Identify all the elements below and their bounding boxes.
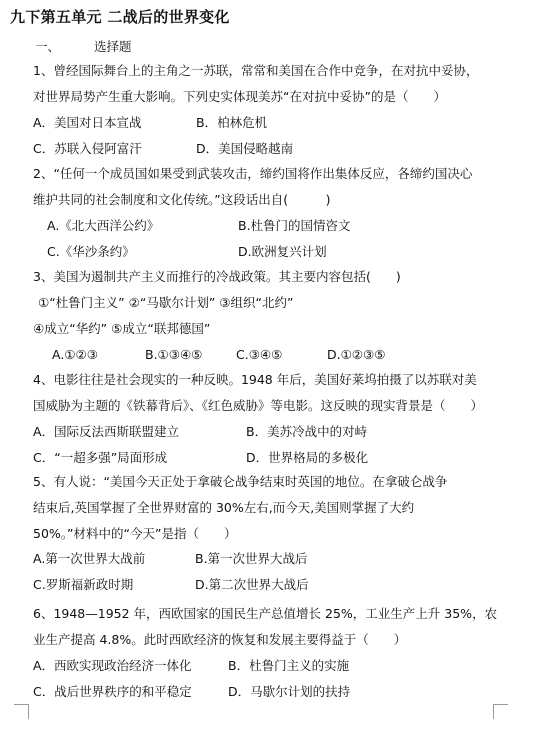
- question-4-stem-line-1: 4、电影往往是社会现实的一种反映。1948 年后，美国好莱坞拍摄了以苏联对美: [33, 372, 477, 387]
- question-4-option-d: D．世界格局的多极化: [246, 450, 369, 465]
- question-2-option-a: A.《北大西洋公约》: [47, 218, 160, 233]
- question-2-stem-line-1: 2、“任何一个成员国如果受到武装攻击，缔约国将作出集体反应，各缔约国决心: [33, 166, 473, 181]
- question-4-option-a: A．国际反法西斯联盟建立: [33, 424, 180, 439]
- question-4-option-b: B．美苏冷战中的对峙: [246, 424, 368, 439]
- question-1-option-c: C．苏联入侵阿富汗: [33, 141, 142, 156]
- question-6-option-d: D．马歇尔计划的扶持: [228, 684, 351, 699]
- question-1-option-d: D．美国侵略越南: [196, 141, 294, 156]
- question-2-stem-line-2: 维护共同的社会制度和文化传统。”这段话出自( ): [33, 192, 331, 207]
- question-2-option-c: C.《华沙条约》: [47, 244, 135, 259]
- question-4-stem-line-2: 国威胁为主题的《铁幕背后》、《红色威胁》等电影。这反映的现实背景是（ ）: [33, 398, 484, 413]
- question-3-stem-line-3: ④成立“华约” ⑤成立“联邦德国”: [33, 321, 211, 336]
- question-5-stem-line-2: 结束后,英国掌握了全世界财富的 30%左右,而今天,美国则掌握了大约: [33, 500, 415, 515]
- page-corner-mark-left: [14, 704, 29, 719]
- question-1-stem-line-1: 1、曾经国际舞台上的主角之一苏联，常常和美国在合作中竞争，在对抗中妥协，: [33, 63, 479, 78]
- question-3-option-d: D.①②③⑤: [327, 347, 386, 362]
- question-1-stem-line-2: 对世界局势产生重大影响。下列史实体现美苏“在对抗中妥协”的是（ ）: [33, 89, 446, 104]
- question-6-stem-line-1: 6、1948—1952 年，西欧国家的国民生产总值增长 25%，工业生产上升 35%，农: [33, 606, 498, 621]
- question-3-option-c: C.③④⑤: [236, 347, 283, 362]
- question-5-option-d: D.第二次世界大战后: [195, 577, 309, 592]
- question-1-option-b: B．柏林危机: [196, 115, 268, 130]
- question-5-option-a: A.第一次世界大战前: [33, 551, 146, 566]
- question-3-option-a: A.①②③: [52, 347, 98, 362]
- question-6-option-a: A．西欧实现政治经济一体化: [33, 658, 192, 673]
- question-5-stem-line-1: 5、有人说：“美国今天正处于拿破仑战争结束时英国的地位。在拿破仑战争: [33, 474, 448, 489]
- section-heading: [35, 37, 132, 55]
- question-6-option-c: C．战后世界秩序的和平稳定: [33, 684, 192, 699]
- question-2-option-b: B.杜鲁门的国情咨文: [238, 218, 351, 233]
- question-6-stem-line-2: 业生产提高 4.8%。此时西欧经济的恢复和发展主要得益于（ ）: [33, 632, 407, 647]
- question-3-stem-line-2: ①“杜鲁门主义” ②“马歇尔计划” ③组织“北约”: [38, 295, 294, 310]
- question-3-stem-line-1: 3、美国为遏制共产主义而推行的冷战政策。其主要内容包括( ): [33, 269, 401, 284]
- question-5-option-b: B.第一次世界大战后: [195, 551, 308, 566]
- section-number: 一、: [35, 39, 61, 54]
- question-4-option-c: C．“一超多强”局面形成: [33, 450, 168, 465]
- question-5-stem-line-3: 50%。”材料中的“今天”是指（ ）: [33, 526, 237, 541]
- page-corner-mark-right: [493, 704, 508, 719]
- question-6-option-b: B．杜鲁门主义的实施: [228, 658, 350, 673]
- question-3-option-b: B.①③④⑤: [145, 347, 203, 362]
- section-label: 选择题: [94, 39, 132, 54]
- question-1-option-a: A．美国对日本宣战: [33, 115, 142, 130]
- document-title: 九下第五单元 二战后的世界变化: [10, 8, 230, 26]
- question-5-option-c: C.罗斯福新政时期: [33, 577, 134, 592]
- question-2-option-d: D.欧洲复兴计划: [238, 244, 327, 259]
